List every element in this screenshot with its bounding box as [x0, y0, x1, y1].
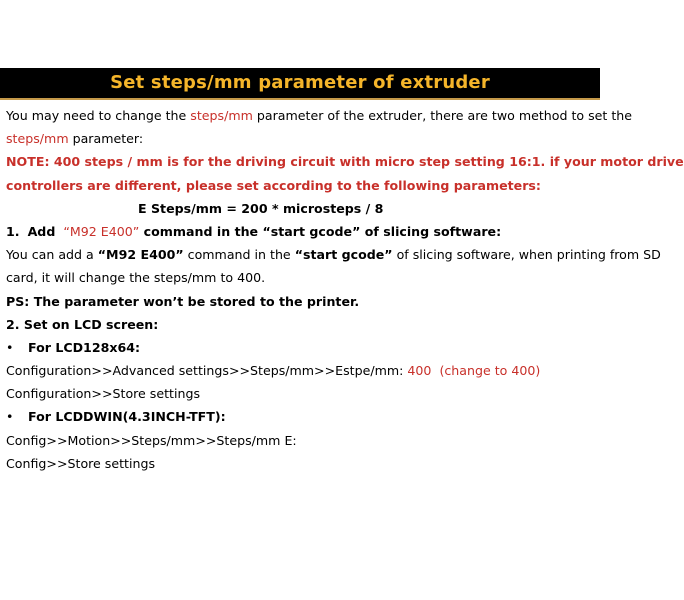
menu-path: Configuration>>Advanced settings>>Steps/mm>>Estpe/mm: [6, 363, 408, 379]
lcddwin-heading [6, 405, 596, 428]
steps-value: 400 [407, 363, 432, 379]
lcddwin-label: For LCDDWIN(4.3INCH-TFT): [28, 409, 226, 425]
lcd128-label: For LCD128x64: [28, 339, 141, 355]
steps-mm-highlight: steps/mm [6, 131, 69, 147]
method-1-body-line-1 [6, 243, 661, 266]
method-1-heading-rest: command in the “start gcode” of slicing software: [139, 223, 502, 239]
note-line-2: controllers are different, please set according to the following parameters: [6, 177, 541, 193]
lcd128-path-1 [6, 359, 596, 382]
body-text: You can add a [6, 247, 98, 263]
steps-mm-highlight: steps/mm [190, 108, 253, 123]
instructions-body [6, 104, 684, 475]
start-gcode-label: “start gcode” [294, 247, 393, 263]
lcd128-path-2: Configuration>>Store settings [6, 386, 201, 402]
note-line-1: NOTE: 400 steps / mm is for the driving circuit with micro step setting 16:1. if your motor drive [6, 154, 684, 170]
bullet-icon: • [6, 339, 14, 355]
intro-line-1 [6, 104, 633, 127]
intro-text: You may need to change the [6, 108, 191, 123]
gcode-command: “M92 E400” [97, 247, 184, 263]
formula-line: E Steps/mm = 200 * microsteps / 8 [138, 200, 384, 216]
body-text: command in the [183, 247, 295, 263]
lcddwin-path-2: Config>>Store settings [6, 455, 156, 471]
intro-line-2 [6, 127, 596, 150]
lcddwin-path-1: Config>>Motion>>Steps/mm>>Steps/mm E: [6, 432, 297, 448]
lcd128-heading [6, 336, 596, 359]
intro-text: parameter of the extruder, there are two method to set the [252, 108, 633, 123]
method-1-add: Add [27, 223, 56, 239]
ps-note: PS: The parameter won’t be stored to the printer. [6, 293, 360, 309]
page-title: Set steps/mm parameter of extruder [110, 72, 490, 93]
change-note: (change to 400) [439, 363, 541, 379]
method-1-heading [6, 220, 596, 243]
body-text: of slicing software, when printing from SD [392, 247, 661, 263]
method-2-heading: 2. Set on LCD screen: [6, 316, 159, 332]
intro-text: parameter: [68, 131, 144, 147]
title-banner [0, 68, 600, 100]
method-1-number: 1. [6, 223, 20, 239]
bullet-icon: • [6, 409, 14, 425]
method-1-body-line-2: card, it will change the steps/mm to 400. [6, 270, 266, 286]
gcode-command: “M92 E400” [63, 223, 140, 239]
